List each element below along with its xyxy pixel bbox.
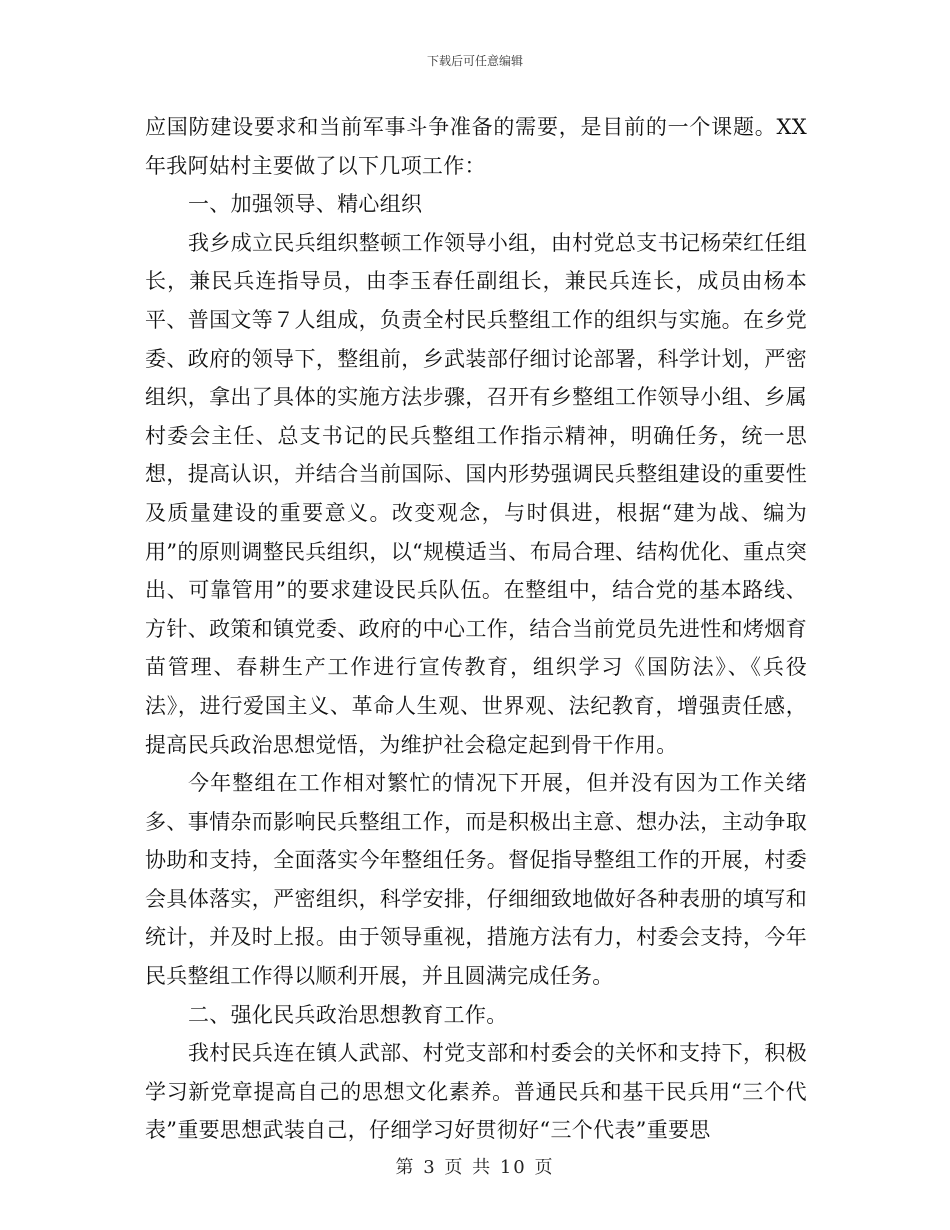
paragraph-intro: 应国防建设要求和当前军事斗争准备的需要，是目前的一个课题。XX年我阿姑村主要做了以下几项工作： [145, 115, 807, 178]
section-heading-2: 二、强化民兵政治思想教育工作。 [188, 1002, 508, 1027]
section-heading-1: 一、加强领导、精心组织 [188, 192, 423, 217]
page-number-footer: 第 3 页 共 10 页 [395, 1157, 555, 1178]
paragraph-leadership: 我乡成立民兵组织整顿工作领导小组，由村党总支书记杨荣红任组长，兼民兵连指导员，由李玉春任副组长，兼民兵连长，成员由杨本平、普国文等７人组成，负责全村民兵整组工作的组织与实施。在乡党委、政府的领导下，整组前，乡武装部仔细讨论部署，科学计划，严密组织，拿出了具体的实施方法步骤，召开有乡整组工作领导小组、乡属村委会主任、总支书记的民兵整组工作指示精神，明确任务，统一思想，提高认识，并结合当前国际、国内形势强调民兵整组建设的重要性及质量建设的重要意义。改变观念，与时俱进，根据“建为战、编为用”的原则调整民兵组织，以“规模适当、布局合理、结构优化、重点突出、可靠管用”的要求建设民兵队伍。在整组中，结合党的基本路线、方针、政策和镇党委、政府的中心工作，结合当前党员先进性和烤烟育苗管理、春耕生产工作进行宣传教育，组织学习《国防法》、《兵役法》，进行爱国主义、革命人生观、世界观、法纪教育，增强责任感，提高民兵政治思想觉悟，为维护社会稳定起到骨干作用。 [145, 230, 807, 757]
paragraph-reorganization: 今年整组在工作相对繁忙的情况下开展，但并没有因为工作关绪多、事情杂而影响民兵整组工作，而是积极出主意、想办法，主动争取协助和支持，全面落实今年整组任务。督促指导整组工作的开展，村委会具体落实，严密组织，科学安排，仔细细致地做好各种表册的填写和统计，并及时上报。由于领导重视，措施方法有力，村委会支持，今年民兵整组工作得以顺利开展，并且圆满完成任务。 [145, 771, 807, 989]
page-header: 下载后可任意编辑 [426, 54, 523, 68]
paragraph-political-education: 我村民兵连在镇人武部、村党支部和村委会的关怀和支持下，积极学习新党章提高自己的思想文化素养。普通民兵和基干民兵用“三个代表”重要思想武装自己，仔细学习好贯彻好“三个代表”重要思 [145, 1041, 807, 1143]
document-body [145, 108, 807, 1150]
